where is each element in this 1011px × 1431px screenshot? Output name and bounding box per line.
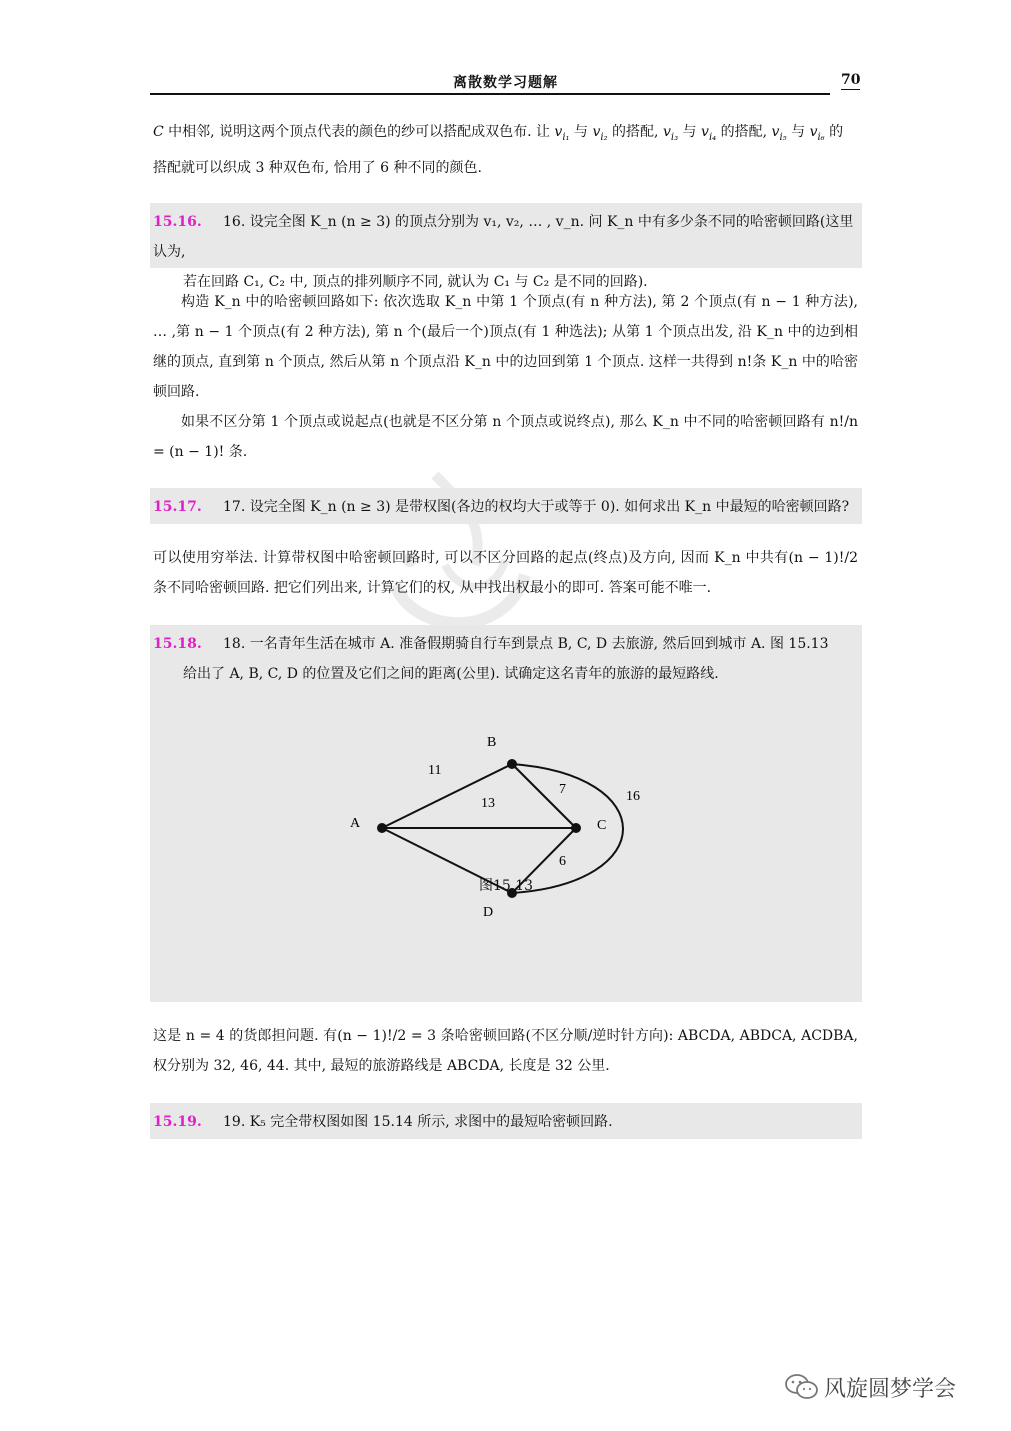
node-label-a: A <box>350 816 361 831</box>
question-text: 19. K₅ 完全带权图如图 15.14 所示, 求图中的最短哈密顿回路. <box>223 1114 613 1130</box>
question-number: 15.17. <box>153 499 202 515</box>
question-number: 15.16. <box>153 214 202 230</box>
footer-brand-name: 风旋圆梦学会 <box>824 1377 957 1402</box>
answer-16-para-1: 构造 K_n 中的哈密顿回路如下: 依次选取 K_n 中第 1 个顶点(有 n 种方法), 第 2 个顶点(有 n − 1 种方法), … ,第 n − 1 个顶点(有 2 种方法), 第 n 个(最后一个)顶点(有 1 种选法); 从第 1 个顶点出发, 沿 K_n 中的边到相继的顶点, 直到第 n 个顶点, 然后从第 n 个顶点沿 K_n 中的边回到第 1 个顶点. 这样一共得到 n!条 K_n 中的哈密顿回路. <box>153 294 858 400</box>
intro-paragraph: C 中相邻, 说明这两个顶点代表的颜色的纱可以搭配成双色布. 让 $v_{i_1}$ 与 $v_{i_2}$ 的搭配, $v_{i_3}$ 与 $v_{i_4}$ 的搭配, $v_{i_5}$ 与 $v_{i_6}$ 的 搭配就可以织成 3 种双色布, 恰用了 6 种不同的颜色. <box>153 117 858 183</box>
question-15-19 <box>150 1103 862 1139</box>
node-label-b: B <box>487 735 497 750</box>
figure-caption: 图15.13 <box>478 878 534 894</box>
node-a <box>377 823 387 833</box>
question-15-17 <box>150 488 862 524</box>
wechat-icon <box>784 1372 820 1402</box>
question-number: 15.19. <box>153 1114 202 1130</box>
question-text: 17. 设完全图 K_n (n ≥ 3) 是带权图(各边的权均大于或等于 0). 如何求出 K_n 中最短的哈密顿回路? <box>223 499 850 515</box>
edge-label-bd: 16 <box>626 789 640 804</box>
question-number: 15.18. <box>153 636 202 652</box>
node-label-d: D <box>483 905 494 920</box>
question-15-18 <box>150 625 862 1002</box>
running-header-title: 离散数学习题解 <box>453 75 558 91</box>
question-text-cont: 若在回路 C₁, C₂ 中, 顶点的排列顺序不同, 就认为 C₁ 与 C₂ 是不同的回路). <box>183 274 648 290</box>
node-b <box>507 759 517 769</box>
edge-label-bc: 7 <box>559 782 566 797</box>
header-rule <box>150 93 830 95</box>
edge-label-ab: 11 <box>428 763 442 778</box>
question-text-cont: 给出了 A, B, C, D 的位置及它们之间的距离(公里). 试确定这名青年的旅游的最短路线. <box>183 666 719 682</box>
answer-16-para-2: 如果不区分第 1 个顶点或说起点(也就是不区分第 n 个顶点或说终点), 那么 K_n 中不同的哈密顿回路有 n!/n = (n − 1)! 条. <box>153 414 858 460</box>
figure-15-13-graph <box>150 625 862 1002</box>
answer-17-para: 可以使用穷举法. 计算带权图中哈密顿回路时, 可以不区分回路的起点(终点)及方向, 因而 K_n 中共有(n − 1)!/2 条不同哈密顿回路. 把它们列出来, 计算它们的权, 从中找出权最小的即可. 答案可能不唯一. <box>153 550 858 596</box>
node-label-c: C <box>597 818 607 833</box>
page-number: 70 <box>841 72 861 88</box>
intro-line-2: 搭配就可以织成 3 种双色布, 恰用了 6 种不同的颜色. <box>153 159 482 176</box>
question-15-16 <box>150 203 862 290</box>
question-text: 16. 设完全图 K_n (n ≥ 3) 的顶点分别为 v₁, v₂, … , v_n. 问 K_n 中有多少条不同的哈密顿回路(这里认为, <box>153 214 854 260</box>
question-text: 18. 一名青年生活在城市 A. 准备假期骑自行车到景点 B, C, D 去旅游, 然后回到城市 A. 图 15.13 <box>223 636 829 652</box>
edge-label-cd: 6 <box>559 854 566 869</box>
answer-18-para: 这是 n = 4 的货郎担问题. 有(n − 1)!/2 = 3 条哈密顿回路(不区分顺/逆时针方向): ABCDA, ABDCA, ACDBA, 权分别为 32, 46, 44. 其中, 最短的旅游路线是 ABCDA, 长度是 32 公里. <box>153 1028 858 1074</box>
node-c <box>571 823 581 833</box>
edge-label-ac: 13 <box>481 796 495 811</box>
